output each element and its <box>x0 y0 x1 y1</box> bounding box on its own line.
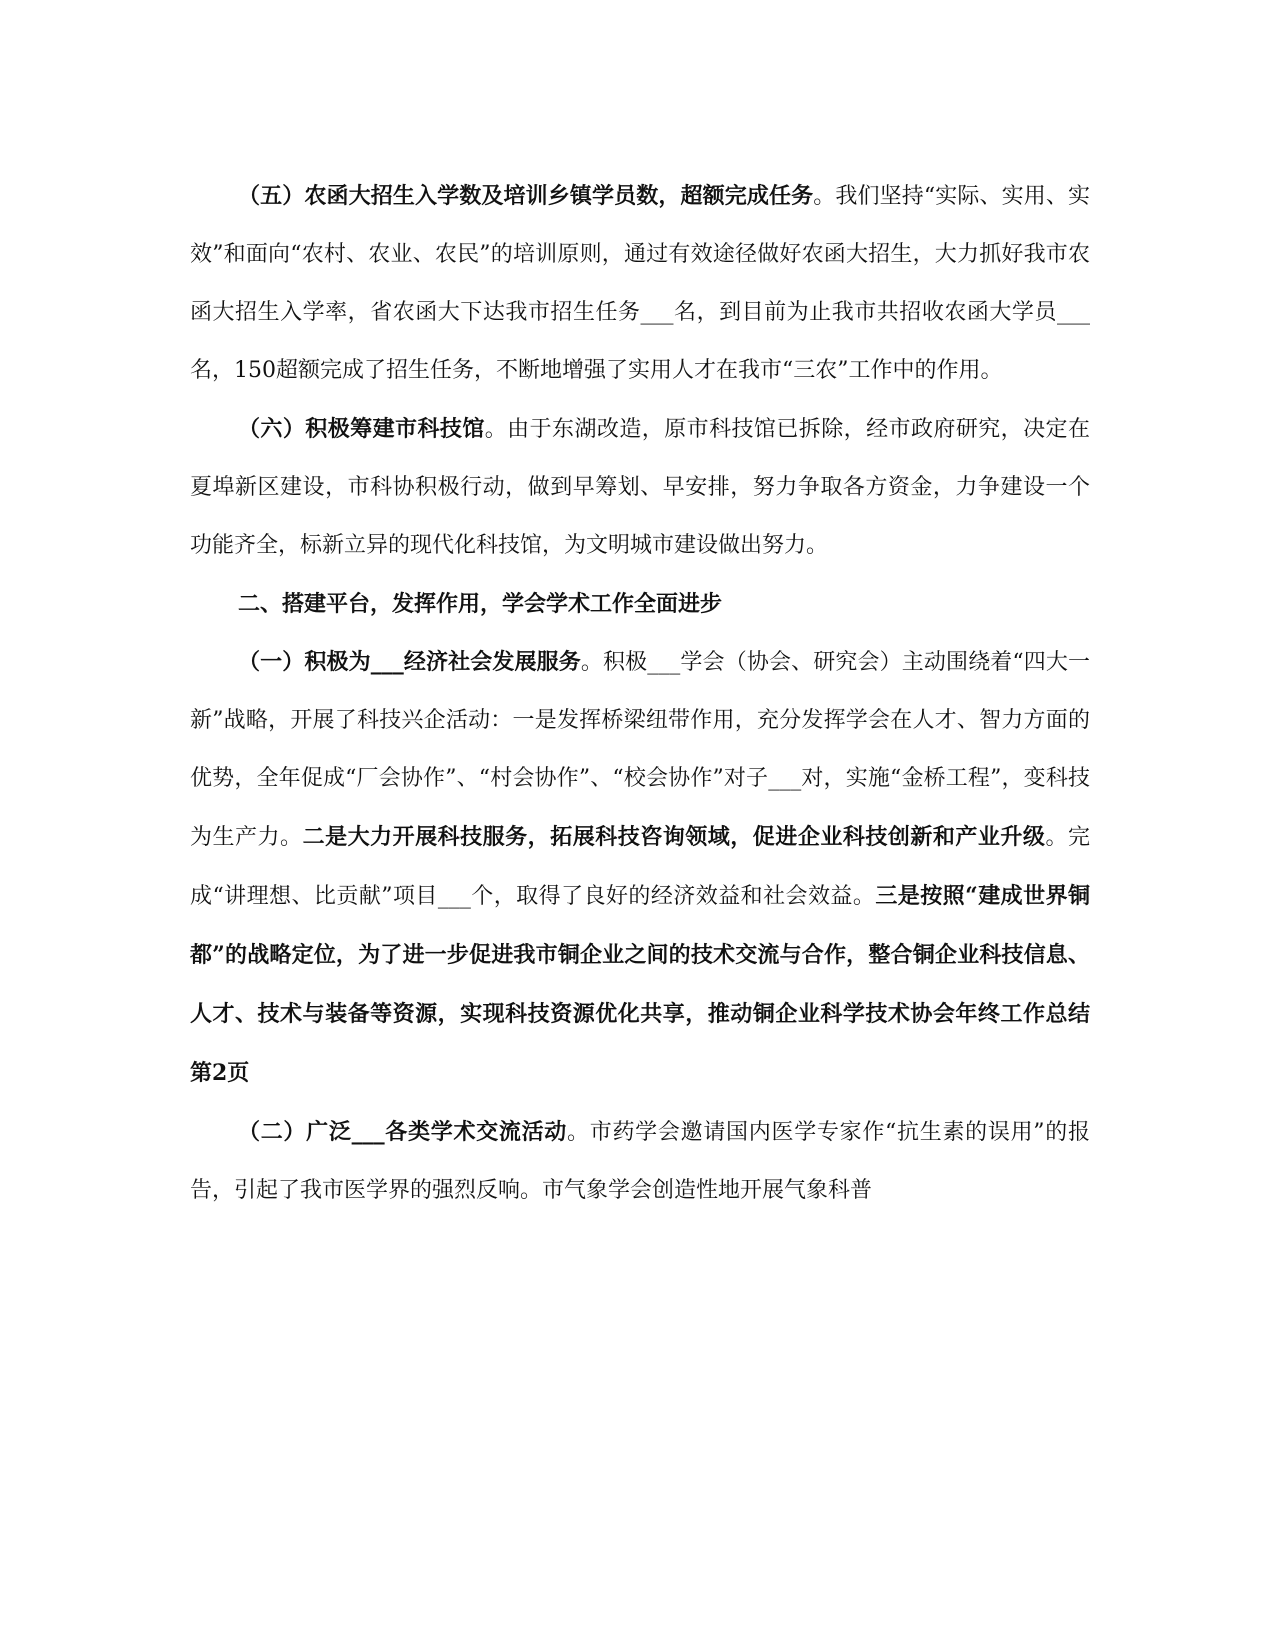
section-2-paragraph-1-body-1: 。积极___学会（协会、研究会）主动围绕着“四大一新”战略，开展了科技兴企活动：一是发挥桥梁纽带作用，充分发挥学会在人才、智力方面的优势，全年促成“厂会协作”、“村会协作”、“校会协作”对子___对，实施“金桥工程”，变科技为生产力。 <box>190 650 1090 850</box>
section-2-paragraph-1-lead: （一）积极为___经济社会发展服务 <box>238 649 581 675</box>
paragraph-6-lead: （六）积极筹建市科技馆 <box>238 416 485 442</box>
section-2-paragraph-1-bold-3: 三是按照“建成世界铜都”的战略定位，为了进一步促进我市铜企业之间的技术交流与合作，整合铜企业科技信息、人才、技术与装备等资源，实现科技资源优化共享，推动铜企业科学技术协会年终工作总结第2页 <box>190 883 1090 1086</box>
section-2-paragraph-2 <box>190 1103 1090 1220</box>
paragraph-5-lead: （五）农函大招生入学数及培训乡镇学员数，超额完成任务 <box>238 183 814 209</box>
section-2-paragraph-2-lead: （二）广泛___各类学术交流活动 <box>238 1119 568 1145</box>
paragraph-5 <box>190 167 1090 400</box>
section-2-paragraph-1-body-2: 。完成“讲理想、比贡献”项目___个，取得了良好的经济效益和社会效益。 <box>190 825 1090 909</box>
paragraph-6 <box>190 400 1090 575</box>
section-2-paragraph-1-bold-2: 二是大力开展科技服务，拓展科技咨询领域，促进企业科技创新和产业升级 <box>302 824 1046 850</box>
paragraph-6-body: 。由于东湖改造，原市科技馆已拆除，经市政府研究，决定在夏埠新区建设，市科协积极行动，做到早筹划、早安排，努力争取各方资金，力争建设一个功能齐全，标新立异的现代化科技馆，为文明城市建设做出努力。 <box>190 417 1090 558</box>
paragraph-5-body: 。我们坚持“实际、实用、实效”和面向“农村、农业、农民”的培训原则，通过有效途径做好农函大招生，大力抓好我市农函大招生入学率，省农函大下达我市招生任务___名，到目前为止我市共招收农函大学员___名，150超额完成了招生任务，不断地增强了实用人才在我市“三农”工作中的作用。 <box>190 184 1090 383</box>
section-2-heading: 二、搭建平台，发挥作用，学会学术工作全面进步 <box>238 591 723 617</box>
section-2-paragraph-1 <box>190 633 1090 1103</box>
section-2-paragraph-2-body: 。市药学会邀请国内医学专家作“抗生素的误用”的报告，引起了我市医学界的强烈反响。市气象学会创造性地开展气象科普 <box>190 1120 1090 1203</box>
document-page <box>190 167 1090 1220</box>
